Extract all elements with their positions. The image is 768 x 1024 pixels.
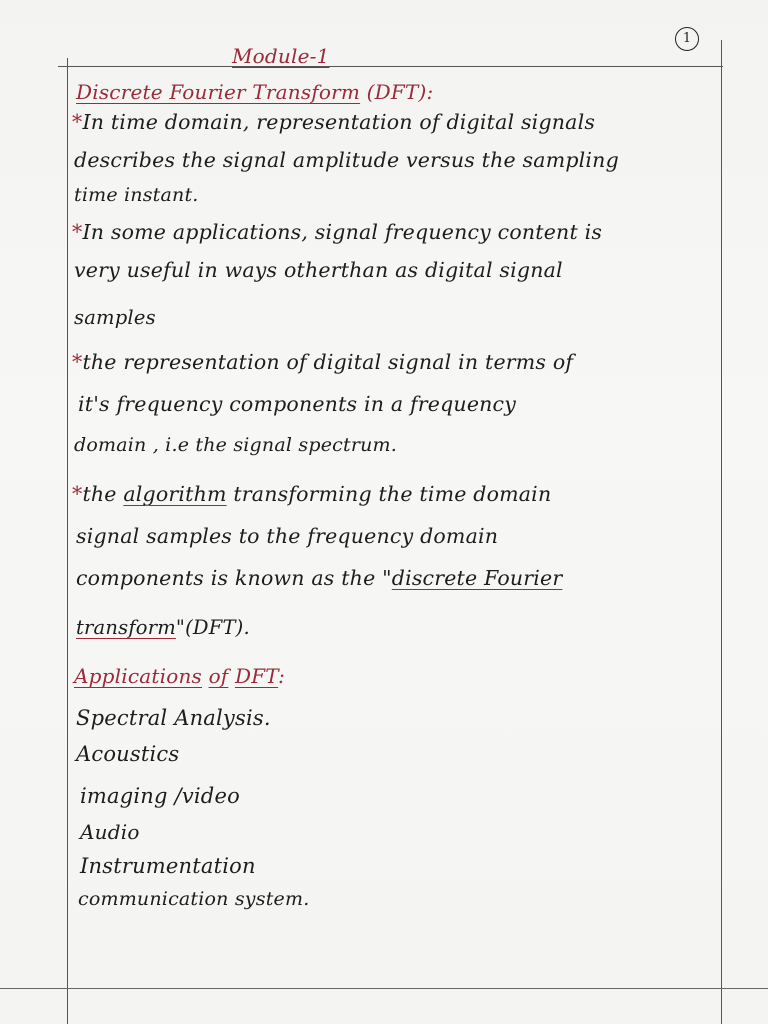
application-item: Instrumentation	[80, 854, 256, 878]
right-margin-line	[721, 40, 722, 1024]
application-item: imaging /video	[80, 784, 240, 808]
heading-underlined: Discrete Fourier Transform	[76, 80, 361, 104]
heading-suffix: (DFT):	[360, 80, 434, 104]
underlined-dft-name: discrete Fourier	[391, 566, 563, 590]
underlined-algorithm: algorithm	[123, 482, 227, 506]
paragraph-1-line-3: time instant.	[74, 184, 199, 206]
paragraph-4-line-2: signal samples to the frequency domain	[76, 524, 499, 548]
paragraph-2-line-1: *In some applications, signal frequency content is	[72, 220, 603, 244]
bullet-star: *	[72, 110, 83, 134]
application-item: communication system.	[78, 888, 310, 910]
paragraph-1-line-1: *In time domain, representation of digital signals	[72, 110, 596, 134]
application-item: Acoustics	[76, 742, 180, 766]
bullet-star: *	[72, 350, 83, 374]
bottom-rule	[0, 988, 768, 989]
paragraph-2-line-2: very useful in ways otherthan as digital signal	[74, 258, 563, 282]
underlined-transform: transform	[76, 616, 176, 639]
paragraph-4-line-3: components is known as the "discrete Fourier	[76, 566, 563, 590]
applications-heading: Applications of DFT:	[74, 664, 286, 688]
application-item: Spectral Analysis.	[76, 706, 271, 730]
paragraph-4-line-4: transform"(DFT).	[76, 616, 250, 639]
bullet-star: *	[72, 220, 83, 244]
left-margin-line	[67, 58, 68, 1024]
paragraph-4-line-1: *the algorithm transforming the time domain	[72, 482, 552, 506]
paragraph-3-line-3: domain , i.e the signal spectrum.	[74, 434, 398, 456]
module-title: Module-1	[232, 44, 330, 68]
paragraph-2-line-3: samples	[74, 306, 156, 329]
bullet-star: *	[72, 482, 83, 506]
paragraph-3-line-2: it's frequency components in a frequency	[78, 392, 517, 416]
application-item: Audio	[80, 820, 140, 844]
page-number: 1	[675, 27, 699, 51]
paragraph-1-line-2: describes the signal amplitude versus the sampling	[74, 148, 619, 172]
top-rule	[58, 66, 723, 67]
section-heading	[76, 80, 433, 104]
paragraph-3-line-1: *the representation of digital signal in terms of	[72, 350, 574, 374]
